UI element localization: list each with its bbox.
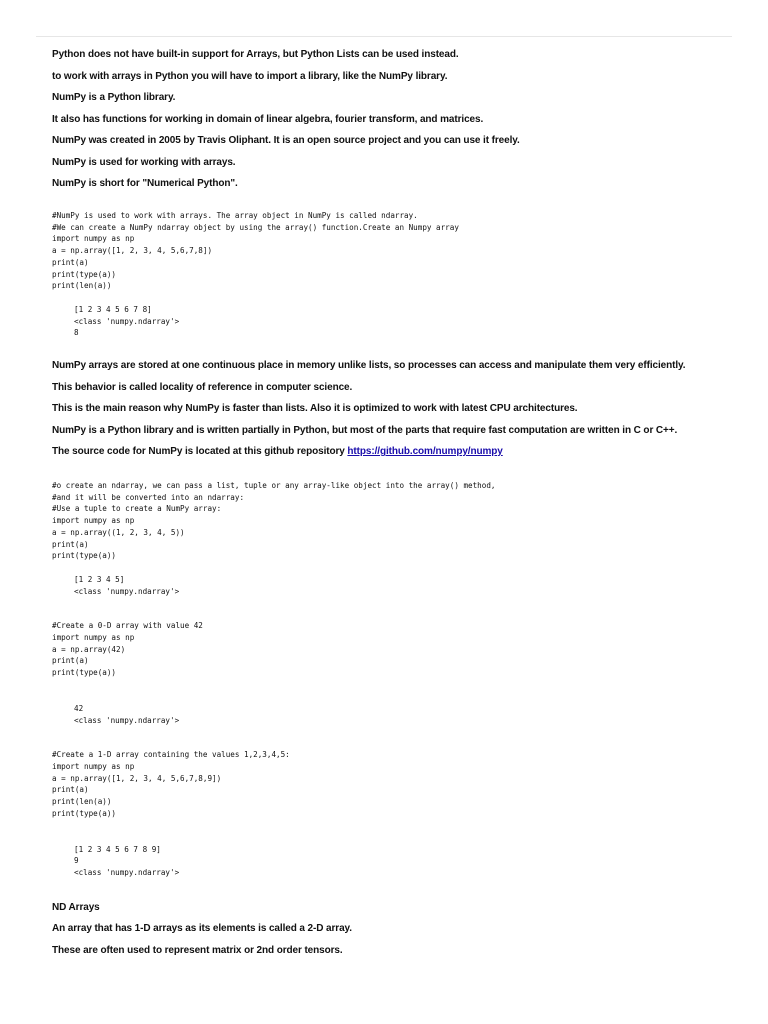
- code-line: a = np.array(42): [52, 644, 126, 654]
- top-divider: [36, 36, 732, 37]
- section-heading: ND Arrays: [52, 901, 100, 913]
- paragraph: NumPy is short for "Numerical Python".: [52, 178, 238, 189]
- code-line: print(a): [52, 257, 89, 267]
- output-line: 9: [74, 856, 79, 866]
- code-line: a = np.array([1, 2, 3, 4, 5,6,7,8]): [52, 246, 213, 256]
- paragraph: NumPy arrays are stored at one continuous place in memory unlike lists, so processes can access and manipulate them very efficiently.: [52, 360, 686, 372]
- code-line: print(len(a)): [52, 281, 112, 291]
- paragraph: NumPy was created in 2005 by Travis Oliphant. It is an open source project and you can use it freely.: [52, 135, 520, 146]
- code-line: print(type(a)): [52, 668, 117, 678]
- output-block-4: [52, 844, 742, 879]
- paragraph: NumPy is a Python library.: [52, 92, 176, 103]
- why-section: [52, 359, 742, 458]
- paragraph: These are often used to represent matrix or 2nd order tensors.: [52, 944, 343, 956]
- code-line: print(a): [52, 539, 89, 549]
- output-line: <class 'numpy.ndarray'>: [74, 586, 180, 596]
- code-line: import numpy as np: [52, 633, 135, 643]
- output-line: 8: [74, 328, 79, 338]
- code-block-3: [52, 620, 742, 679]
- code-line: #o create an ndarray, we can pass a list, tuple or any array-like object into the array() method,: [52, 481, 496, 491]
- document-body: [52, 48, 742, 965]
- code-line: #We can create a NumPy ndarray object by using the array() function.Create an Numpy array: [52, 222, 459, 232]
- source-paragraph: [52, 445, 742, 458]
- output-line: 42: [74, 703, 84, 713]
- code-line: print(type(a)): [52, 551, 117, 561]
- code-line: #Create a 0-D array with value 42: [52, 621, 203, 631]
- output-block-2: [52, 574, 742, 597]
- output-block-3: [52, 703, 742, 726]
- code-line: print(a): [52, 656, 89, 666]
- code-block-1: [52, 210, 742, 292]
- code-line: print(a): [52, 785, 89, 795]
- paragraph: NumPy is used for working with arrays.: [52, 156, 236, 168]
- paragraph: An array that has 1-D arrays as its elements is called a 2-D array.: [52, 923, 352, 935]
- paragraph: This is the main reason why NumPy is faster than lists. Also it is optimized to work with latest CPU architectures.: [52, 403, 578, 415]
- output-line: [1 2 3 4 5 6 7 8 9]: [74, 844, 161, 854]
- output-line: <class 'numpy.ndarray'>: [74, 867, 180, 877]
- paragraph: NumPy is a Python library and is written partially in Python, but most of the parts that require fast computation are written in C or C++.: [52, 424, 678, 436]
- github-link[interactable]: https://github.com/numpy/numpy: [347, 446, 503, 458]
- intro-section: [52, 48, 742, 190]
- output-line: [1 2 3 4 5 6 7 8]: [74, 304, 152, 314]
- code-line: #and it will be converted into an ndarray:: [52, 492, 245, 502]
- paragraph: to work with arrays in Python you will have to import a library, like the NumPy library.: [52, 70, 448, 82]
- code-line: #Create a 1-D array containing the values 1,2,3,4,5:: [52, 750, 290, 760]
- code-line: print(type(a)): [52, 808, 117, 818]
- code-line: import numpy as np: [52, 234, 135, 244]
- code-line: import numpy as np: [52, 516, 135, 526]
- nd-arrays-section: [52, 901, 742, 957]
- code-line: print(len(a)): [52, 797, 112, 807]
- code-block-4: [52, 749, 742, 819]
- output-line: [1 2 3 4 5]: [74, 574, 125, 584]
- code-line: import numpy as np: [52, 761, 135, 771]
- code-line: a = np.array((1, 2, 3, 4, 5)): [52, 527, 185, 537]
- paragraph: Python does not have built-in support for Arrays, but Python Lists can be used instead.: [52, 49, 459, 60]
- source-text: The source code for NumPy is located at this github repository: [52, 446, 348, 458]
- output-line: <class 'numpy.ndarray'>: [74, 316, 180, 326]
- code-line: a = np.array([1, 2, 3, 4, 5,6,7,8,9]): [52, 773, 222, 783]
- code-block-2: [52, 480, 742, 562]
- paragraph: This behavior is called locality of reference in computer science.: [52, 381, 353, 393]
- paragraph: It also has functions for working in domain of linear algebra, fourier transform, and matrices.: [52, 113, 484, 125]
- code-line: #Use a tuple to create a NumPy array:: [52, 504, 222, 514]
- output-block-1: [52, 304, 742, 339]
- code-line: #NumPy is used to work with arrays. The array object in NumPy is called ndarray.: [52, 211, 418, 220]
- code-line: print(type(a)): [52, 269, 117, 279]
- output-line: <class 'numpy.ndarray'>: [74, 715, 180, 725]
